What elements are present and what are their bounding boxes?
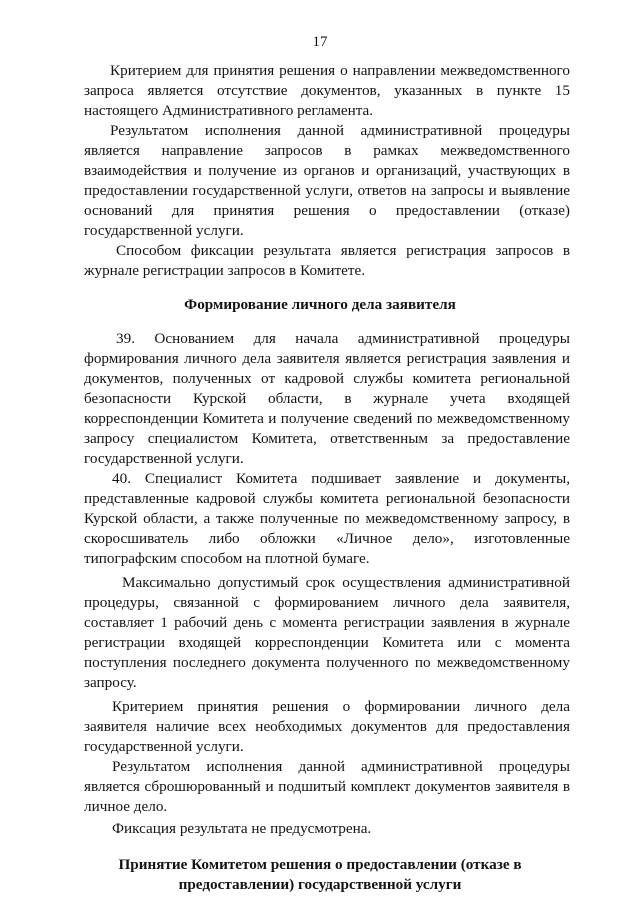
page-number: 17	[312, 34, 328, 50]
text-line: государственной услуги.	[84, 450, 244, 467]
section-heading: предоставлении) государственной услуги	[178, 876, 462, 893]
text-line: процедуры, связанной с формированием личного дела заявителя,	[84, 594, 570, 611]
text-line: регистрации входящей корреспонденции Комитета или с момента	[84, 634, 570, 651]
text-line: представленные кадровой службы комитета региональной безопасности	[84, 490, 570, 507]
text-line: государственной услуги.	[84, 222, 244, 239]
text-line: формирования личного дела заявителя является регистрация заявления и	[84, 350, 570, 367]
text-line: Фиксация результата не предусмотрена.	[112, 820, 372, 837]
text-line: Способом фиксации результата является регистрация запросов в	[116, 242, 570, 259]
text-line: запросу.	[84, 674, 137, 691]
text-line: запросу специалистом Комитета, ответственным за предоставление	[84, 430, 570, 447]
text-line: запроса является отсутствие документов, указанных в пункте 15	[84, 82, 570, 99]
text-line: является сброшюрованный и подшитый комплект документов заявителя в	[84, 778, 570, 795]
text-line: государственной услуги.	[84, 738, 244, 755]
text-line: является направление запросов в рамках межведомственного	[84, 142, 570, 159]
text-line: скоросшиватель либо обложки «Личное дело», изготовленные	[84, 530, 570, 547]
text-line: Курской области, а также полученные по межведомственному запросу, в	[84, 510, 570, 527]
text-line: Критерием принятия решения о формировании личного дела	[112, 698, 570, 715]
text-line: составляет 1 рабочий день с момента регистрации заявления в журнале	[84, 614, 570, 631]
text-line: Критерием для принятия решения о направлении межведомственного	[110, 62, 570, 79]
text-line: безопасности Курской области, в журнале учета входящей	[84, 390, 570, 407]
text-line: 40. Специалист Комитета подшивает заявление и документы,	[112, 470, 570, 487]
text-line: предоставлении государственной услуги, ответов на запросы и выявление	[84, 182, 570, 199]
text-line: 39. Основанием для начала административной процедуры	[116, 330, 570, 347]
section-heading: Формирование личного дела заявителя	[184, 296, 456, 313]
text-line: оснований для принятия решения о предоставлении (отказе)	[84, 202, 570, 219]
text-line: Результатом исполнения данной административной процедуры	[112, 758, 570, 775]
text-line: личное дело.	[84, 798, 168, 815]
text-line: заявителя наличие всех необходимых документов для предоставления	[84, 718, 570, 735]
section-heading: Принятие Комитетом решения о предоставлении (отказе в	[118, 856, 522, 873]
text-line: настоящего Административного регламента.	[84, 102, 374, 119]
text-line: документов, полученных от кадровой службы комитета региональной	[84, 370, 570, 387]
text-line: Результатом исполнения данной административной процедуры	[110, 122, 570, 139]
text-line: журнале регистрации запросов в Комитете.	[84, 262, 366, 279]
text-line: корреспонденции Комитета и получение сведений по межведомственному	[84, 410, 570, 427]
text-line: Максимально допустимый срок осуществления административной	[122, 574, 570, 591]
text-line: взаимодействия и получение из органов и организаций, участвующих в	[84, 162, 570, 179]
text-line: типографским способом на плотной бумаге.	[84, 550, 370, 567]
text-line: поступления последнего документа полученного по межведомственному	[84, 654, 570, 671]
